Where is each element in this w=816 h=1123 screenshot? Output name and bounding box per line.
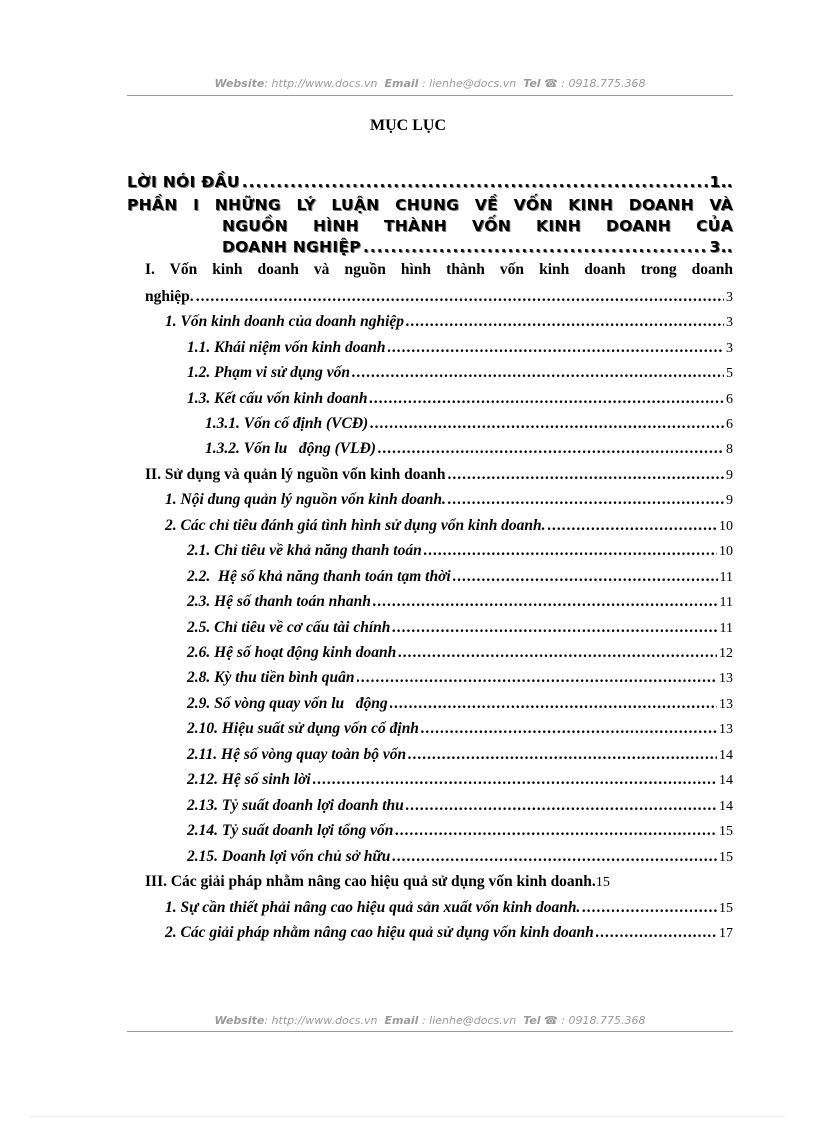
toc-entry bbox=[187, 769, 733, 791]
toc-entry-label: 1.1. Khái niệm vốn kinh doanh bbox=[187, 339, 386, 356]
toc-entry-label: 1.3.1. Vốn cố định (VCĐ) bbox=[205, 415, 369, 432]
dot-leader bbox=[313, 769, 717, 791]
toc-entry-label: 2.10. Hiệu suất sử dụng vốn cố định bbox=[187, 720, 419, 737]
toc-entry-part1: PHẦN I NHỮNG LÝ LUẬN CHUNG VỀ VỐN KINH DOANH VÀ NGUỒN HÌNH THÀNH VỐN KINH DOANH CỦA DOANH NGHIỆP ..... 3 .. bbox=[127, 195, 733, 258]
toc-entry-label: 2.9. Số vòng quay vốn lu động bbox=[187, 695, 388, 712]
dot-leader bbox=[453, 566, 718, 588]
toc-entry bbox=[187, 540, 733, 562]
tel-label: Tel bbox=[523, 1014, 541, 1027]
toc-entry-page: 14 bbox=[719, 773, 733, 788]
toc-entry-label: 2.6. Hệ số hoạt động kinh doanh bbox=[187, 644, 397, 661]
dot-leader bbox=[363, 237, 708, 258]
website-label: Website bbox=[214, 77, 265, 90]
toc-entry-page: 15 bbox=[595, 875, 610, 890]
toc-entry-label: 2.1. Chỉ tiêu về khả năng thanh toán bbox=[187, 542, 422, 559]
toc-entry-page: 6 bbox=[726, 392, 733, 407]
toc-entry-page: 13 bbox=[719, 722, 733, 737]
tel-number: ☎ : 0918.775.368 bbox=[544, 77, 646, 90]
toc-entry-page: 15 bbox=[719, 901, 733, 916]
toc-entry bbox=[187, 591, 733, 613]
toc-entry bbox=[187, 693, 733, 715]
toc-entry bbox=[187, 566, 733, 588]
dot-leader bbox=[548, 515, 717, 537]
toc-entry-page: 17 bbox=[719, 926, 733, 941]
toc-entry-page: 3 bbox=[726, 290, 733, 305]
toc-entry bbox=[187, 846, 733, 868]
dot-leader bbox=[448, 489, 724, 511]
toc-entry bbox=[165, 489, 733, 511]
toc-entry-page: 5 bbox=[726, 366, 733, 381]
page-title: MỤC LỤC bbox=[370, 117, 446, 134]
toc-entry-label: 1.3.2. Vốn lu động (VLĐ) bbox=[205, 440, 376, 457]
toc-entry bbox=[187, 820, 733, 842]
toc-entry-page: 1 bbox=[709, 173, 721, 191]
toc-entry-page: 3 bbox=[726, 315, 733, 330]
toc-entry-page: 10 bbox=[719, 519, 733, 534]
toc-entry-label: nghiệp. bbox=[145, 288, 194, 305]
dot-leader bbox=[242, 172, 708, 193]
dot-leader bbox=[398, 642, 717, 664]
website-url: : http://www.docs.vn bbox=[264, 77, 378, 90]
toc-entry bbox=[187, 337, 733, 359]
toc-entry-page: 3 bbox=[726, 341, 733, 356]
toc-entry-label: 2.8. Kỳ thu tiền bình quân bbox=[187, 669, 355, 686]
toc-entry bbox=[187, 362, 733, 384]
toc-entry bbox=[187, 667, 733, 689]
dot-leader bbox=[378, 438, 724, 460]
footer-rule bbox=[127, 1031, 733, 1032]
toc-section-1 bbox=[145, 286, 733, 308]
toc-entry bbox=[187, 388, 733, 410]
toc-entry bbox=[187, 617, 733, 639]
toc-entry-label: 2.3. Hệ số thanh toán nhanh bbox=[187, 593, 371, 610]
toc-entry-label: 2.11. Hệ số vòng quay toàn bộ vốn bbox=[187, 746, 407, 763]
toc-entry-page: 11 bbox=[719, 570, 733, 585]
toc-entry-page: 15 bbox=[719, 824, 733, 839]
dot-leader bbox=[370, 413, 724, 435]
toc-entry bbox=[165, 515, 733, 537]
page-header bbox=[127, 77, 733, 90]
toc-entry-intro: LỜI NÓI ĐẦU ..... 1 .. bbox=[127, 172, 733, 193]
tel-label: Tel bbox=[523, 77, 541, 90]
toc-entry-page: 9 bbox=[726, 468, 733, 483]
toc-entry-page: 6 bbox=[726, 417, 733, 432]
toc-entry bbox=[165, 311, 733, 333]
toc-entry bbox=[205, 413, 733, 435]
dot-leader bbox=[448, 464, 724, 486]
dot-leader bbox=[408, 744, 717, 766]
email-address: : lienhe@docs.vn bbox=[421, 77, 517, 90]
toc-entry-label: 1. Vốn kinh doanh của doanh nghiệp bbox=[165, 313, 405, 330]
website-label: Website bbox=[214, 1014, 265, 1027]
toc-entry-label: 1. Nội dung quản lý nguồn vốn kinh doanh. bbox=[165, 491, 446, 508]
toc-entry-label: 2.12. Hệ số sinh lời bbox=[187, 771, 311, 788]
toc-entry-label: 2.14. Tỷ suất doanh lợi tổng vốn bbox=[187, 822, 394, 839]
dot-leader bbox=[357, 667, 717, 689]
toc-entry-label: 1. Sự cần thiết phải nâng cao hiệu quả sản xuất vốn kinh doanh. bbox=[165, 899, 581, 916]
dot-leader bbox=[395, 820, 717, 842]
toc-entry-page: 11 bbox=[719, 595, 733, 610]
toc-entry-page: 12 bbox=[719, 646, 733, 661]
toc-entry-page: 14 bbox=[719, 799, 733, 814]
page-edge-divider bbox=[30, 1116, 786, 1117]
toc-entry-section-3 bbox=[145, 871, 733, 893]
dot-leader bbox=[196, 286, 724, 308]
toc-entry-label: LỜI NÓI ĐẦU bbox=[127, 173, 240, 191]
toc-entry bbox=[187, 795, 733, 817]
toc-entry-page: 11 bbox=[719, 621, 733, 636]
dot-leader bbox=[392, 846, 717, 868]
dot-leader bbox=[582, 897, 717, 919]
toc-entry bbox=[187, 642, 733, 664]
dot-leader bbox=[373, 591, 718, 613]
toc-entry-label: 1.2. Phạm vi sử dụng vốn bbox=[187, 364, 351, 381]
toc-entry-page: 10 bbox=[719, 544, 733, 559]
toc-entry bbox=[165, 897, 733, 919]
header-rule bbox=[127, 95, 733, 96]
email-address: : lienhe@docs.vn bbox=[421, 1014, 517, 1027]
dot-leader bbox=[369, 388, 724, 410]
toc-entry-page: 9 bbox=[726, 493, 733, 508]
toc-entry-label: 1.3. Kết cấu vốn kinh doanh bbox=[187, 390, 368, 407]
toc-entry-label-line2: NGUỒN HÌNH THÀNH VỐN KINH DOANH CỦA bbox=[222, 217, 733, 235]
dot-leader bbox=[406, 795, 717, 817]
toc-entry-page: 13 bbox=[719, 671, 733, 686]
toc-entry-label: III. Các giải pháp nhằm nâng cao hiệu quả sử dụng vốn kinh doanh. bbox=[145, 873, 596, 890]
dot-leader bbox=[406, 311, 724, 333]
toc-entry-label-line1: PHẦN I NHỮNG LÝ LUẬN CHUNG VỀ VỐN KINH DOANH VÀ bbox=[127, 196, 733, 214]
toc-entry-page: 15 bbox=[719, 850, 733, 865]
dot-leader bbox=[352, 362, 724, 384]
dot-leader bbox=[390, 693, 717, 715]
page-footer bbox=[127, 1014, 733, 1027]
website-url: : http://www.docs.vn bbox=[264, 1014, 378, 1027]
toc-entry bbox=[165, 922, 733, 944]
toc-entry-label: 2. Các giải pháp nhằm nâng cao hiệu quả sử dụng vốn kinh doanh bbox=[165, 924, 594, 941]
dot-leader bbox=[392, 617, 717, 639]
toc-entry-page: 13 bbox=[719, 697, 733, 712]
toc-entry-label: 2.13. Tỷ suất doanh lợi doanh thu bbox=[187, 797, 404, 814]
toc-entry bbox=[205, 438, 733, 460]
tel-number: ☎ : 0918.775.368 bbox=[544, 1014, 646, 1027]
toc-entry-label: 2.5. Chỉ tiêu về cơ cấu tài chính bbox=[187, 619, 391, 636]
dot-leader bbox=[596, 922, 717, 944]
toc-entry bbox=[187, 718, 733, 740]
toc-entry bbox=[187, 744, 733, 766]
toc-entry-label: 2.15. Doanh lợi vốn chủ sở hữu bbox=[187, 848, 391, 865]
dot-leader bbox=[421, 718, 717, 740]
toc-entry-section-2 bbox=[145, 464, 733, 486]
email-label: Email bbox=[384, 1014, 419, 1027]
toc-entry-label: 2.2. Hệ số khả năng thanh toán tạm thời bbox=[187, 568, 451, 585]
dot-leader bbox=[388, 337, 724, 359]
toc-entry-label: 2. Các chỉ tiêu đánh giá tình hình sử dụng vốn kinh doanh. bbox=[165, 517, 546, 534]
toc-entry-label: II. Sử dụng và quản lý nguồn vốn kinh doanh bbox=[145, 466, 446, 483]
toc-section-1-line1: I. Vốn kinh doanh và nguồn hình thành vốn kinh doanh trong doanh bbox=[145, 261, 733, 278]
toc-entry-page: 8 bbox=[726, 442, 733, 457]
toc-entry-page: 3 bbox=[709, 238, 721, 256]
toc-entry-label-line3: DOANH NGHIỆP bbox=[222, 238, 361, 256]
email-label: Email bbox=[384, 77, 419, 90]
dot-leader bbox=[424, 540, 717, 562]
toc-entry-page: 14 bbox=[719, 748, 733, 763]
